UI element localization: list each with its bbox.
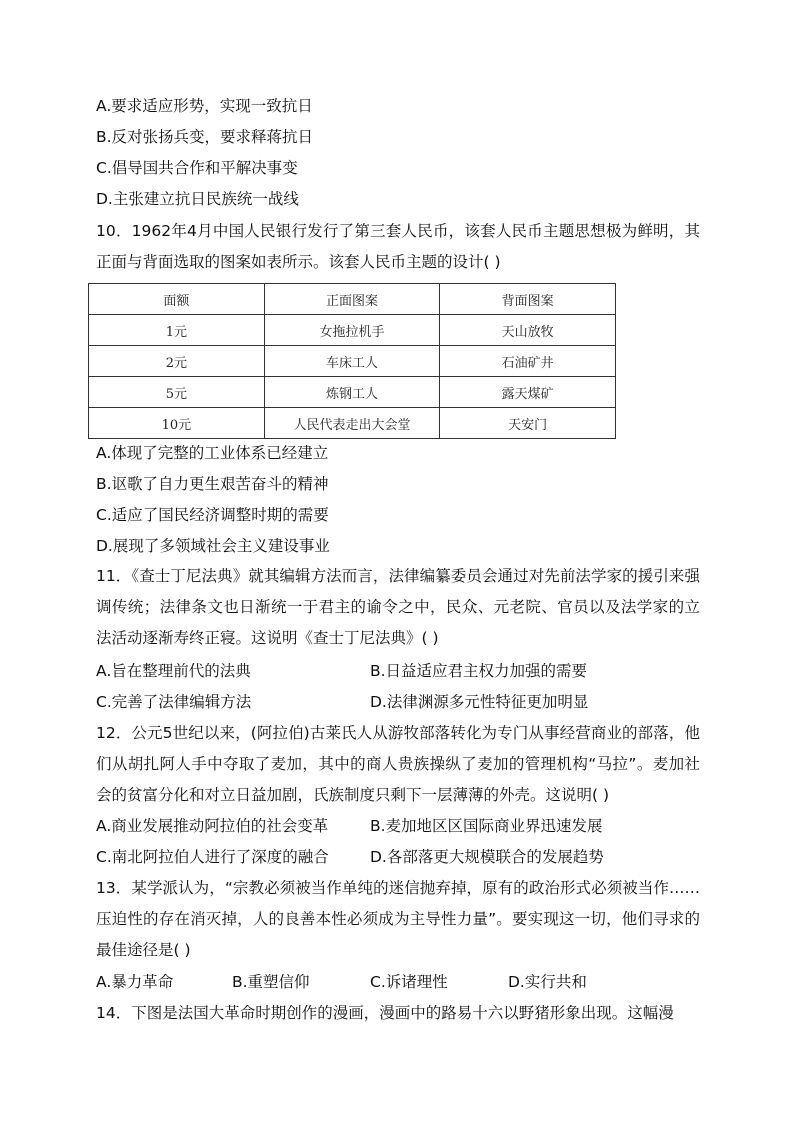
q10-stem: 10．1962年4月中国人民银行发行了第三套人民币，该套人民币主题思想极为鲜明，其正面与背面选取的图案如表所示。该套人民币主题的设计( ) [96, 222, 700, 271]
table-cell: 2元 [89, 346, 265, 377]
table-cell: 炼钢工人 [264, 377, 440, 408]
table-cell: 车床工人 [264, 346, 440, 377]
q9-option-c: C.倡导国共合作和平解决事变 [96, 159, 298, 177]
table-row [89, 315, 616, 346]
q11-option-a: A.旨在整理前代的法典 [96, 662, 251, 680]
table-cell: 1元 [89, 315, 265, 346]
table-cell: 5元 [89, 377, 265, 408]
q12-option-c: C.南北阿拉伯人进行了深度的融合 [96, 848, 329, 866]
q9-option-d: D.主张建立抗日民族统一战线 [96, 190, 299, 208]
table-cell: 10元 [89, 408, 265, 439]
q11-option-b: B.日益适应君主权力加强的需要 [370, 662, 588, 680]
q12-stem: 12．公元5世纪以来，(阿拉伯)古莱氏人从游牧部落转化为专门从事经营商业的部落，他们从胡扎阿人手中夺取了麦加，其中的商人贵族操纵了麦加的管理机构“马拉”。麦加社会的贫富分化和对立日益加剧，氏族制度只剩下一层薄薄的外壳。这说明( ) [96, 724, 700, 804]
q11-option-d: D.法律渊源多元性特征更加明显 [370, 693, 589, 711]
table-cell: 人民代表走出大会堂 [264, 408, 440, 439]
q10-option-c: C.适应了国民经济调整时期的需要 [96, 506, 329, 524]
q10-option-d: D.展现了多领域社会主义建设事业 [96, 537, 330, 555]
q12-option-d: D.各部落更大规模联合的发展趋势 [370, 848, 604, 866]
q9-option-a: A.要求适应形势，实现一致抗日 [96, 97, 313, 115]
q10-option-a: A.体现了完整的工业体系已经建立 [96, 444, 329, 462]
table-header-front: 正面图案 [264, 284, 440, 315]
q13-option-c: C.诉诸理性 [370, 973, 448, 991]
q13-option-b: B.重塑信仰 [232, 973, 310, 991]
table-cell: 天安门 [440, 408, 616, 439]
table-header-row [89, 284, 616, 315]
q12-option-b: B.麦加地区区国际商业界迅速发展 [370, 817, 603, 835]
table-cell: 天山放牧 [440, 315, 616, 346]
table-row [89, 346, 616, 377]
q13-stem: 13．某学派认为，“宗教必须被当作单纯的迷信抛弃掉，原有的政治形式必须被当作……压迫性的存在消灭掉，人的良善本性必须成为主导性力量”。要实现这一切，他们寻求的最佳途径是( ) [96, 879, 700, 959]
q13-option-a: A.暴力革命 [96, 973, 174, 991]
q11-option-c: C.完善了法律编辑方法 [96, 693, 252, 711]
q10-option-b: B.讴歌了自力更生艰苦奋斗的精神 [96, 475, 329, 493]
q11-stem: 11．《查士丁尼法典》就其编辑方法而言，法律编纂委员会通过对先前法学家的援引来强调传统；法律条文也日渐统一于君主的谕令之中，民众、元老院、官员以及法学家的立法活动逐渐寿终正寝。这说明《查士丁尼法典》( ) [96, 567, 700, 647]
q14-stem: 14．下图是法国大革命时期创作的漫画，漫画中的路易十六以野猪形象出现。这幅漫 [96, 1004, 674, 1022]
table-header-back: 背面图案 [440, 284, 616, 315]
banknote-table [88, 283, 616, 439]
q9-option-b: B.反对张扬兵变，要求释蒋抗日 [96, 128, 314, 146]
table-row [89, 377, 616, 408]
table-row [89, 408, 616, 439]
table-cell: 女拖拉机手 [264, 315, 440, 346]
q12-option-a: A.商业发展推动阿拉伯的社会变革 [96, 817, 329, 835]
q13-option-d: D.实行共和 [508, 973, 587, 991]
table-cell: 露天煤矿 [440, 377, 616, 408]
table-cell: 石油矿井 [440, 346, 616, 377]
table-header-denomination: 面额 [89, 284, 265, 315]
